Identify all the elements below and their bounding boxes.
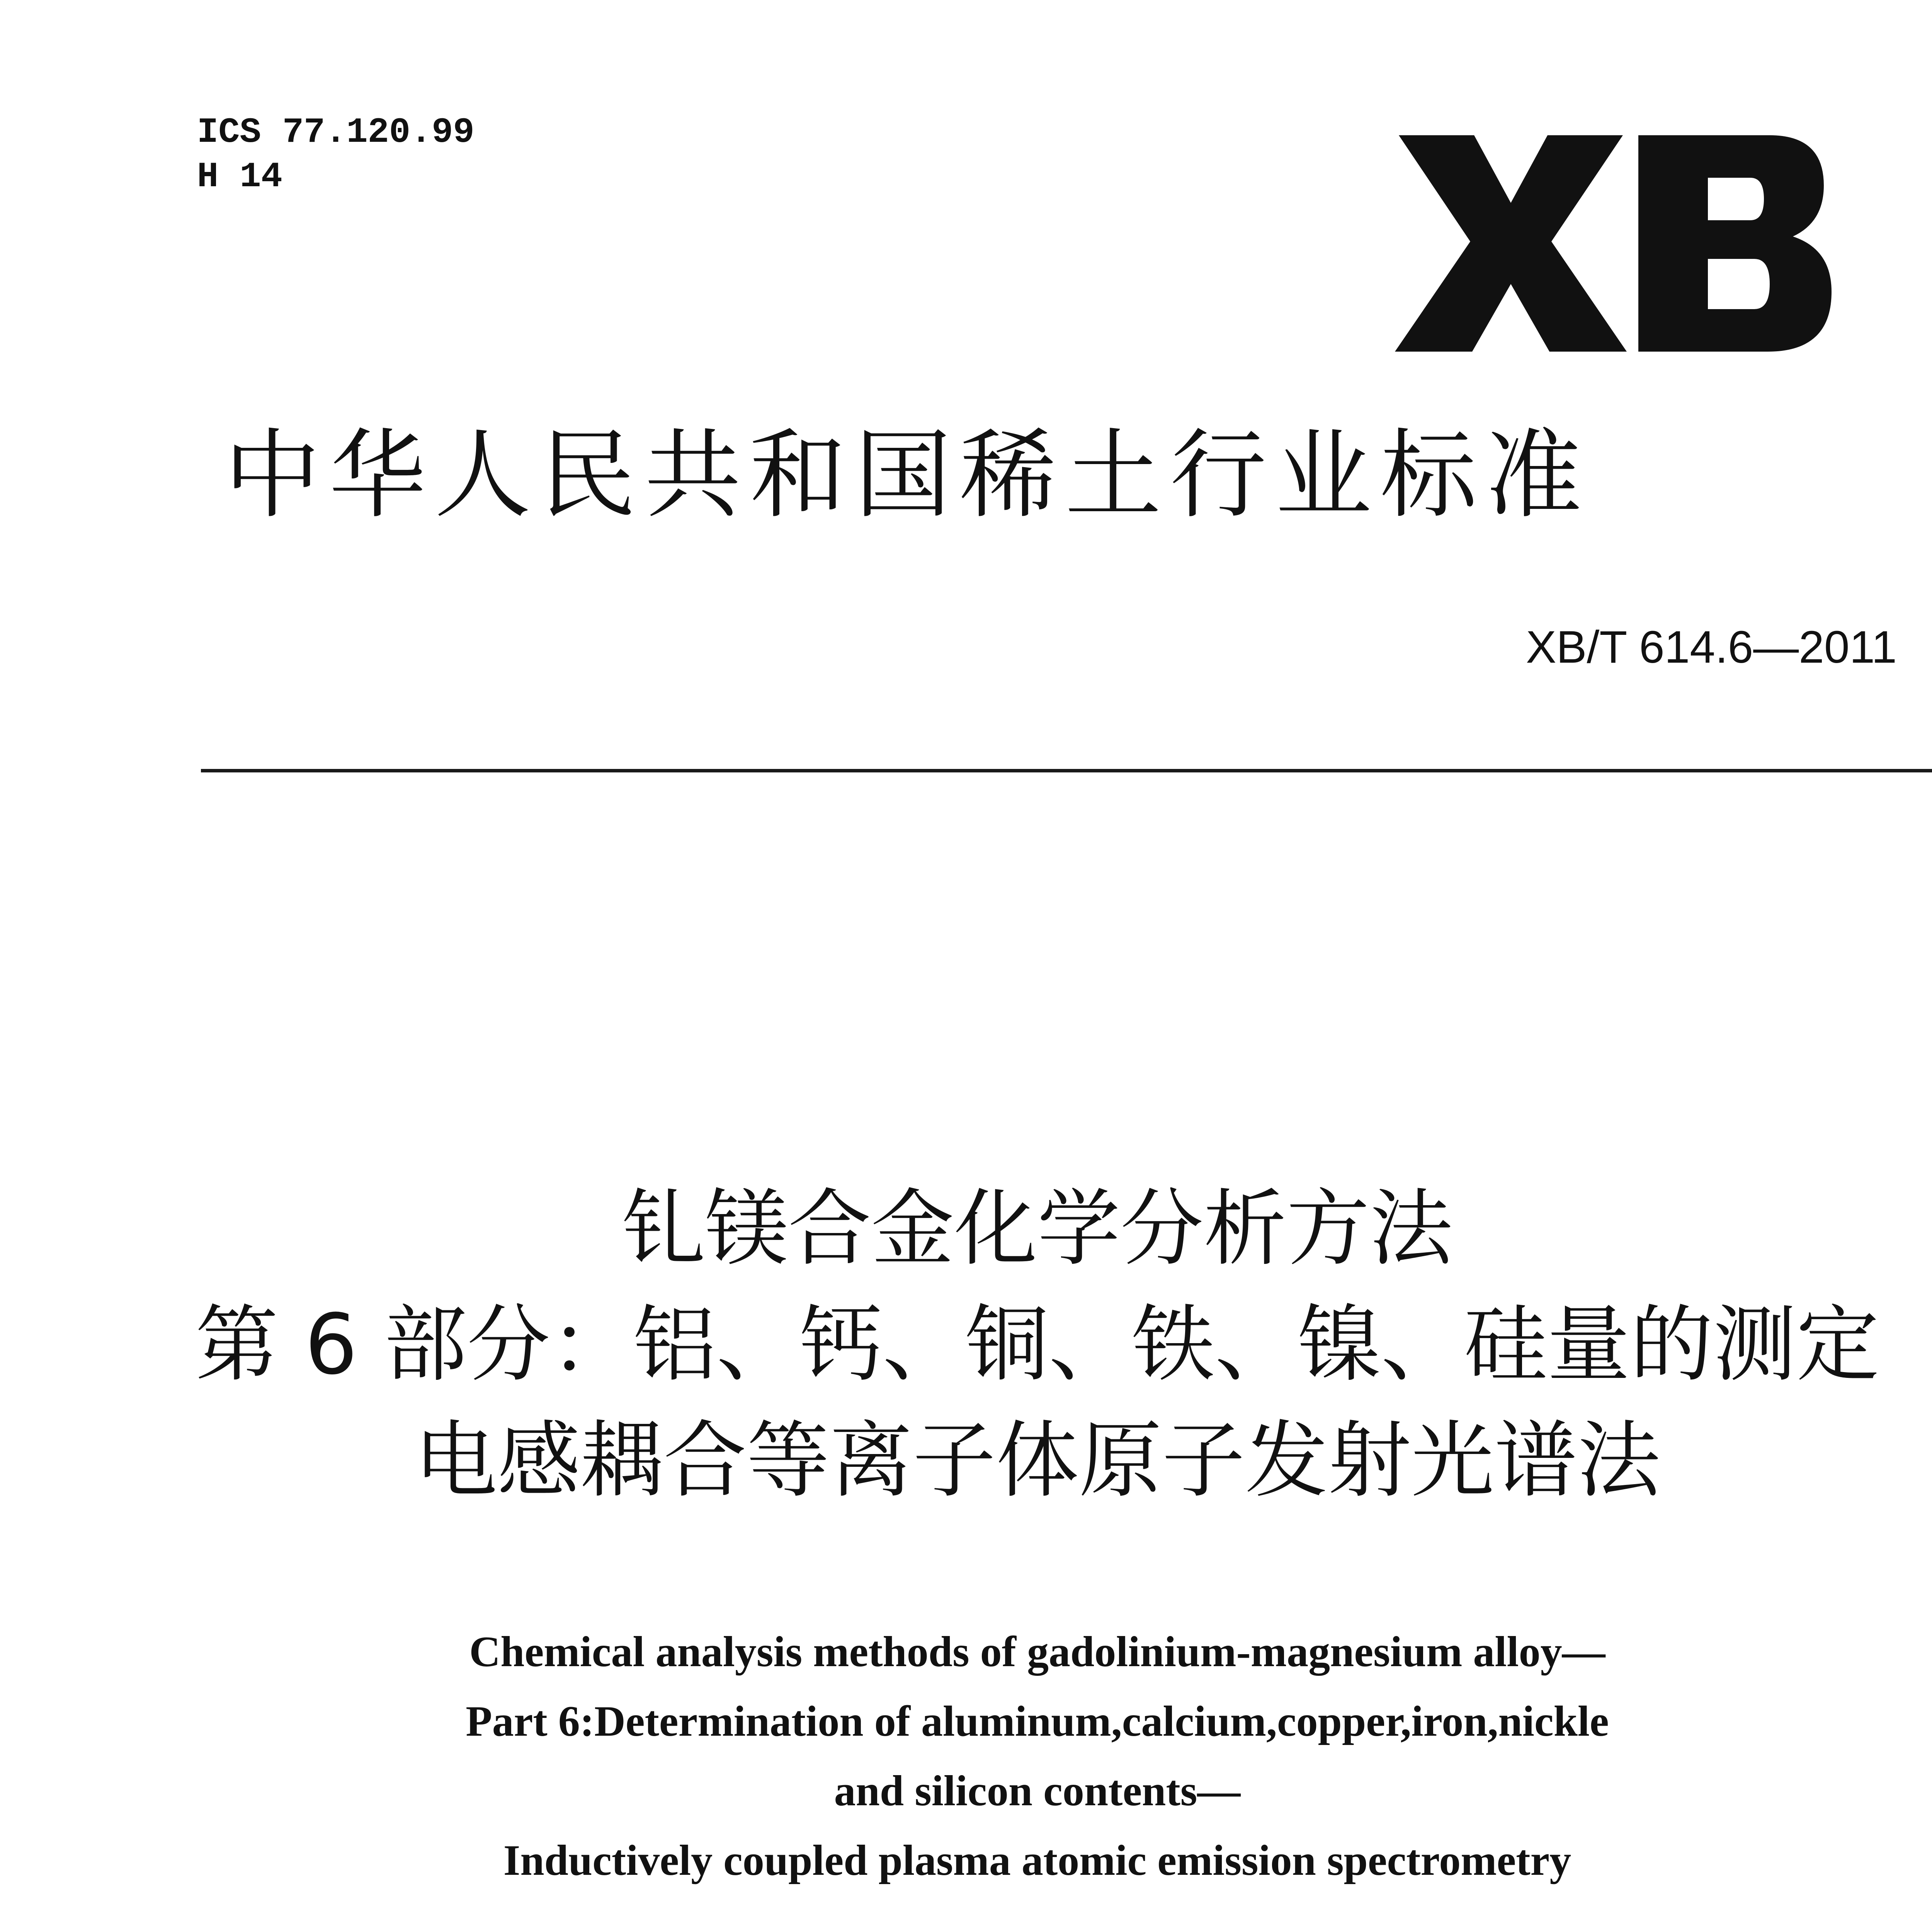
chinese-title-line-3: 电感耦合等离子体原子发射光谱法 [414, 1412, 1660, 1509]
ccs-code: H 14 [197, 156, 282, 197]
english-title-line-3: and silicon contents— [834, 1767, 1241, 1815]
chinese-title [0, 1171, 1932, 1519]
english-title-line-4: Inductively coupled plasma atomic emission spectrometry [503, 1837, 1571, 1884]
header-divider [201, 769, 1932, 772]
standard-number: XB/T 614.6—2011 [1526, 622, 1897, 673]
english-title-line-1: Chemical analysis methods of gadolinium-magnesium alloy— [469, 1628, 1605, 1676]
english-title-line-2: Part 6:Determination of aluminum,calcium,copper,iron,nickle [466, 1697, 1609, 1745]
chinese-title-line-1: 钆镁合金化学分析方法 [622, 1180, 1453, 1277]
ics-code: ICS 77.120.99 [197, 112, 474, 153]
chinese-title-line-2: 第 6 部分：铝、钙、铜、铁、镍、硅量的测定 [195, 1296, 1879, 1393]
classification-codes [197, 110, 474, 199]
english-title [0, 1617, 1932, 1895]
xb-logo [1391, 135, 1835, 352]
standard-category-header: 中华人民共和国稀土行业标准 [224, 419, 1590, 531]
